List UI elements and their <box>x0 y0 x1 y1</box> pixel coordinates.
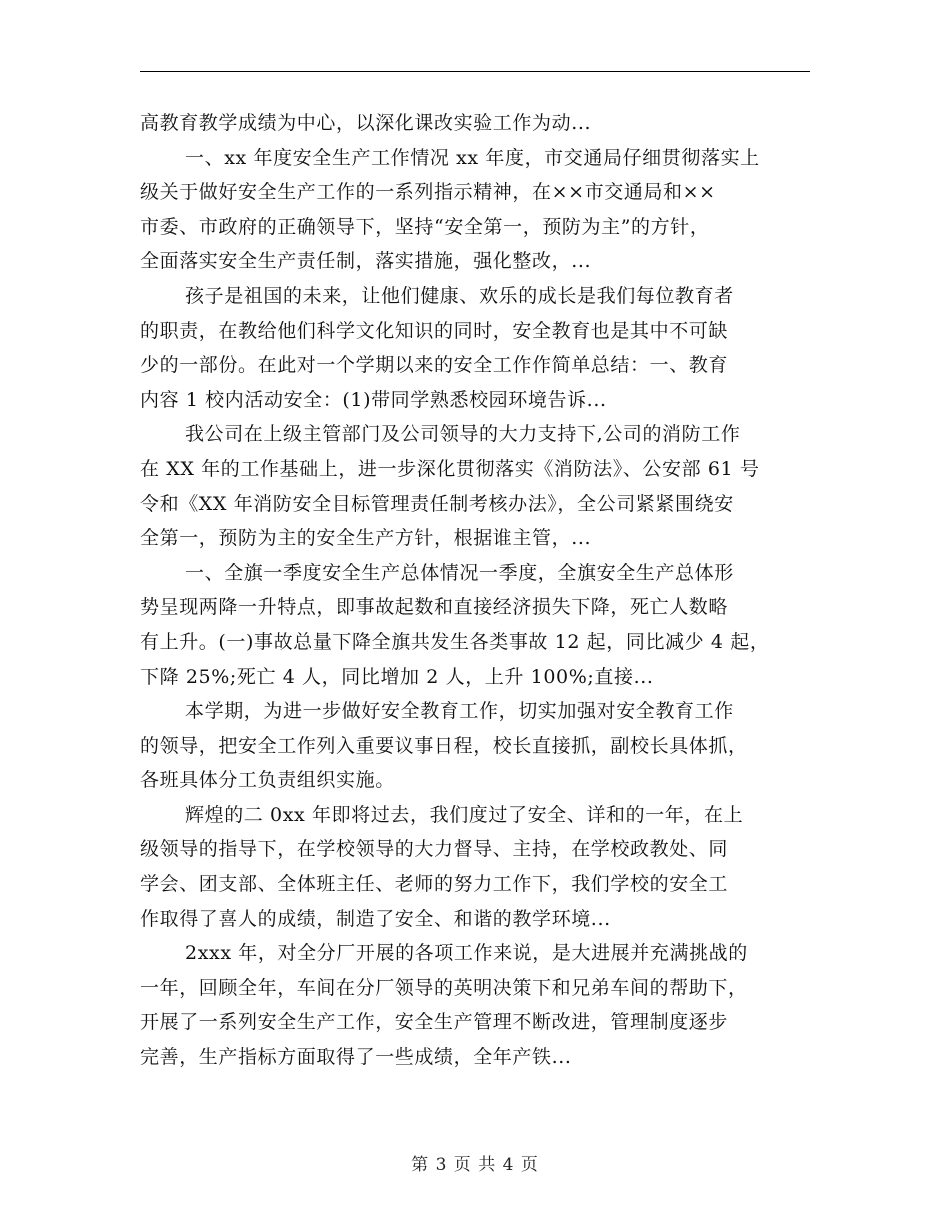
paragraph-4 <box>140 417 815 555</box>
text-line: 有上升。(一)事故总量下降全旗共发生各类事故 12 起，同比减少 4 起， <box>140 630 770 653</box>
text-line: 的领导，把安全工作列入重要议事日程，校长直接抓，副校长具体抓， <box>140 734 748 757</box>
text-line: 高教育教学成绩为中心，以深化课改实验工作为动... <box>140 112 592 134</box>
text-line: 一年，回顾全年，车间在分厂领导的英明决策下和兄弟车间的帮助下， <box>140 976 748 999</box>
header-rule <box>140 71 810 72</box>
text-line: 开展了一系列安全生产工作，安全生产管理不断改进，管理制度逐步 <box>140 1011 729 1034</box>
paragraph-8 <box>140 936 815 1074</box>
page-number-label: 第 3 页 共 4 页 <box>411 1155 539 1175</box>
page-footer <box>0 1150 950 1175</box>
text-line: 作取得了喜人的成绩，制造了安全、和谐的教学环境... <box>140 907 611 930</box>
text-line: 令和《XX 年消防安全目标管理责任制考核办法》，全公司紧紧围绕安 <box>140 492 734 515</box>
paragraph-6 <box>140 694 815 798</box>
text-line: 级关于做好安全生产工作的一系列指示精神，在××市交通局和×× <box>140 181 716 204</box>
text-line: 内容 1 校内活动安全：(1)带同学熟悉校园环境告诉... <box>140 388 607 411</box>
text-line: 的职责，在教给他们科学文化知识的同时，安全教育也是其中不可缺 <box>140 319 729 342</box>
paragraph-2 <box>140 141 815 279</box>
text-line: 势呈现两降一升特点，即事故起数和直接经济损失下降，死亡人数略 <box>140 596 729 619</box>
text-line: 全面落实安全生产责任制，落实措施，强化整改，... <box>140 250 592 273</box>
text-line: 完善，生产指标方面取得了一些成绩，全年产铁... <box>140 1046 572 1069</box>
text-line: 下降 25%;死亡 4 人，同比增加 2 人，上升 100%;直接... <box>140 665 654 688</box>
paragraph-1 <box>140 106 815 141</box>
text-line: 辉煌的二 0xx 年即将过去，我们度过了安全、详和的一年，在上 <box>185 803 744 826</box>
text-line: 在 XX 年的工作基础上，进一步深化贯彻落实《消防法》、公安部 61 号 <box>140 457 760 480</box>
text-line: 一、全旗一季度安全生产总体情况一季度，全旗安全生产总体形 <box>185 561 734 584</box>
text-line: 我公司在上级主管部门及公司领导的大力支持下,公司的消防工作 <box>185 423 741 446</box>
text-line: 一、xx 年度安全生产工作情况 xx 年度，市交通局仔细贯彻落实上 <box>185 146 760 169</box>
text-line: 学会、团支部、全体班主任、老师的努力工作下，我们学校的安全工 <box>140 873 729 896</box>
text-line: 少的一部份。在此对一个学期以来的安全工作作简单总结：一、教育 <box>140 354 729 377</box>
paragraph-5 <box>140 556 815 694</box>
text-line: 级领导的指导下，在学校领导的大力督导、主持，在学校政教处、同 <box>140 838 729 861</box>
document-body <box>140 106 815 1075</box>
text-line: 全第一，预防为主的安全生产方针，根据谁主管，... <box>140 527 592 550</box>
text-line: 2xxx 年，对全分厂开展的各项工作来说，是大进展并充满挑战的 <box>185 942 748 965</box>
text-line: 各班具体分工负责组织实施。 <box>140 769 395 792</box>
paragraph-7 <box>140 798 815 936</box>
text-line: 市委、市政府的正确领导下，坚持“安全第一，预防为主”的方针， <box>140 215 710 238</box>
text-line: 孩子是祖国的未来，让他们健康、欢乐的成长是我们每位教育者 <box>185 284 734 307</box>
paragraph-3 <box>140 279 815 417</box>
text-line: 本学期，为进一步做好安全教育工作，切实加强对安全教育工作 <box>185 700 734 723</box>
